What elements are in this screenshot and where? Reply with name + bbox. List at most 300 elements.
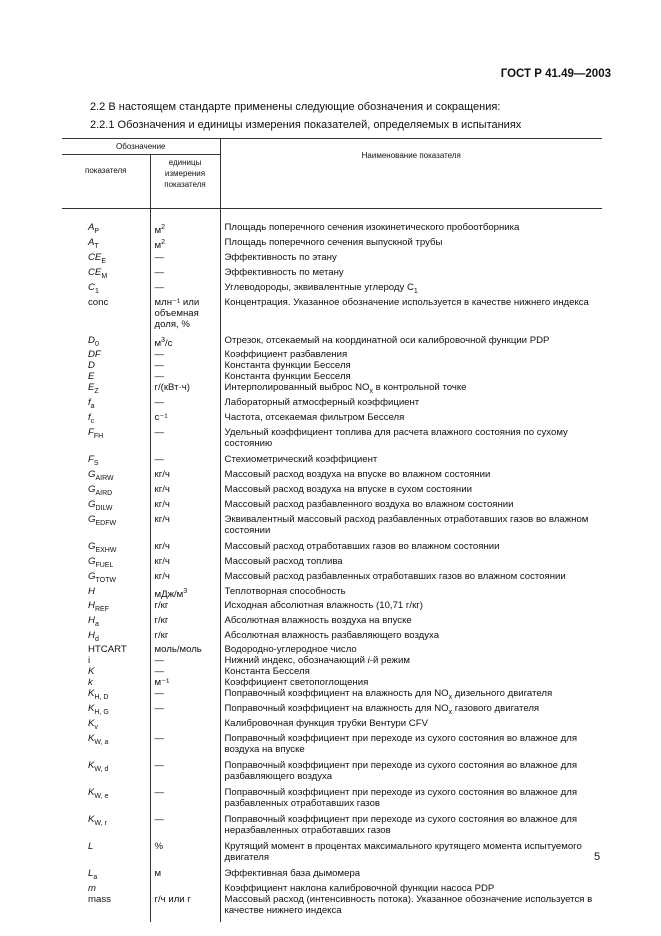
description: Исходная абсолютная влажность (10,71 г/кг) <box>224 599 423 611</box>
symbol-subscript: a <box>94 620 99 628</box>
table-row <box>62 282 602 297</box>
unit: — <box>154 454 165 466</box>
table-row <box>62 894 602 922</box>
table-row <box>62 360 602 371</box>
description-cell <box>220 630 602 645</box>
table-row <box>62 449 602 469</box>
table-row <box>62 237 602 252</box>
unit-suffix: /с <box>165 337 173 349</box>
description: Поправочный коэффициент при переходе из сухого состояния во влажное для разбавляющего воздуха <box>224 760 578 783</box>
symbol-cell <box>62 809 150 836</box>
symbol-cell <box>62 382 150 397</box>
symbol: F <box>88 454 94 466</box>
unit-cell <box>150 330 220 350</box>
description-cell <box>220 836 602 863</box>
unit-cell <box>150 586 220 600</box>
symbol-cell <box>62 267 150 282</box>
unit-cell <box>150 282 220 297</box>
symbol: K <box>88 688 95 700</box>
symbol-cell <box>62 644 150 655</box>
table-row <box>62 330 602 350</box>
unit: моль/моль <box>154 644 202 656</box>
description: Коэффициент наклона калибровочной функции насоса PDP <box>224 883 495 895</box>
description-suffix: в контрольной точке <box>372 382 467 394</box>
description: Массовый расход разбавленных отработавших газов во влажном состоянии <box>224 570 566 582</box>
symbol: conc <box>88 296 109 308</box>
unit: г/ч или г <box>154 894 191 906</box>
description: Константа функции Бесселя <box>224 360 351 372</box>
symbol-subscript: AIRD <box>95 489 113 497</box>
symbol-cell <box>62 360 150 371</box>
symbol-subscript: Z <box>94 388 99 396</box>
unit: — <box>154 688 165 700</box>
table-body <box>62 209 602 923</box>
symbol-cell <box>62 615 150 630</box>
header-symbol: показателя <box>62 155 150 209</box>
description: Эффективность по этану <box>224 251 337 263</box>
symbol-cell <box>62 755 150 782</box>
description-cell <box>220 222 602 237</box>
description: Частота, отсекаемая фильтром Бесселя <box>224 412 405 424</box>
symbol-cell <box>62 836 150 863</box>
symbol-cell <box>62 894 150 922</box>
description-cell <box>220 469 602 484</box>
unit: — <box>154 733 165 745</box>
table-row <box>62 484 602 499</box>
subsection-title: 2.2.1 Обозначения и единицы измерения показателей, определяемых в испытаниях <box>90 119 522 131</box>
unit: — <box>154 349 165 361</box>
unit-cell <box>150 677 220 688</box>
unit: % <box>154 841 164 853</box>
table-row <box>62 755 602 782</box>
unit-superscript: 2 <box>161 238 166 246</box>
description-cell <box>220 615 602 630</box>
symbol-cell <box>62 449 150 469</box>
unit-cell <box>150 655 220 666</box>
unit: — <box>154 655 165 667</box>
symbol: G <box>88 513 96 525</box>
symbol-cell <box>62 630 150 645</box>
symbol-cell <box>62 677 150 688</box>
symbol-subscript: REF <box>94 605 109 613</box>
table-row <box>62 883 602 894</box>
symbol-cell <box>62 237 150 252</box>
description: Углеводороды, эквивалентные углероду C <box>224 281 414 293</box>
unit: кг/ч <box>154 498 170 510</box>
description-subscript: x <box>369 388 373 396</box>
symbol-cell <box>62 883 150 894</box>
description-cell <box>220 883 602 894</box>
symbols-table <box>62 138 602 922</box>
symbol: E <box>88 371 95 383</box>
table-row <box>62 836 602 863</box>
symbol: G <box>88 483 96 495</box>
description-cell <box>220 677 602 688</box>
symbol-subscript: 0 <box>94 340 99 348</box>
unit-cell <box>150 688 220 703</box>
unit-cell <box>150 630 220 645</box>
description: Абсолютная влажность воздуха на впуске <box>224 614 412 626</box>
symbol-subscript: 1 <box>94 287 99 295</box>
symbol-cell <box>62 349 150 360</box>
unit-cell <box>150 449 220 469</box>
symbol-cell <box>62 282 150 297</box>
symbol-cell <box>62 222 150 237</box>
description-cell <box>220 330 602 350</box>
section-intro: 2.2 В настоящем стандарте применены следующие обозначения и сокращения: <box>90 101 501 113</box>
description-cell <box>220 484 602 499</box>
table-row <box>62 571 602 586</box>
table-row <box>62 252 602 267</box>
unit: кг/ч <box>154 555 170 567</box>
unit-cell <box>150 412 220 427</box>
table-row <box>62 600 602 615</box>
description: Массовый расход воздуха на впуске во влажном состоянии <box>224 469 491 481</box>
unit-cell <box>150 469 220 484</box>
symbol-cell <box>62 655 150 666</box>
symbol-subscript: W, r <box>94 820 107 828</box>
symbol-subscript: v <box>94 724 98 732</box>
unit-cell <box>150 556 220 571</box>
table-row <box>62 382 602 397</box>
symbol: K <box>88 718 95 730</box>
description-italic: i <box>367 655 370 667</box>
symbol-cell <box>62 586 150 600</box>
description-cell <box>220 252 602 267</box>
unit-cell <box>150 718 220 733</box>
symbol: G <box>88 555 96 567</box>
symbol-subscript: EDFW <box>95 519 117 527</box>
description-cell <box>220 703 602 718</box>
table-row <box>62 556 602 571</box>
symbol-subscript: a <box>93 874 98 882</box>
unit-cell <box>150 536 220 556</box>
unit: кг/ч <box>154 570 170 582</box>
symbol-cell <box>62 514 150 536</box>
description-cell <box>220 556 602 571</box>
unit: — <box>154 760 165 772</box>
header-name: Наименование показателя <box>220 139 602 209</box>
table-row <box>62 782 602 809</box>
description-cell <box>220 371 602 382</box>
symbol-cell <box>62 397 150 412</box>
unit-cell <box>150 349 220 360</box>
symbol: A <box>88 222 95 233</box>
symbol-subscript: a <box>90 403 95 411</box>
symbol: m <box>88 883 96 895</box>
symbol-cell <box>62 536 150 556</box>
table-row <box>62 863 602 883</box>
unit: млн⁻¹ или объемная доля, % <box>154 296 200 330</box>
symbol-cell <box>62 412 150 427</box>
unit: — <box>154 397 165 409</box>
table-row <box>62 630 602 645</box>
table-row <box>62 677 602 688</box>
page-number: 5 <box>594 851 601 863</box>
unit: м <box>154 868 162 880</box>
description: Поправочный коэффициент при переходе из сухого состояния во влажное для неразбавленных отработавших газов <box>224 814 578 837</box>
description: Интерполированный выброс NO <box>224 382 370 394</box>
description: Коэффициент светопоглощения <box>224 677 369 689</box>
description: Массовый расход отработавших газов во влажном состоянии <box>224 540 500 552</box>
description-cell <box>220 809 602 836</box>
description-cell <box>220 449 602 469</box>
unit-cell <box>150 514 220 536</box>
symbol-subscript: S <box>93 460 99 468</box>
unit: кг/ч <box>154 513 170 525</box>
header-designation: Обозначение <box>62 139 220 155</box>
table-row <box>62 297 602 330</box>
unit-cell <box>150 360 220 371</box>
symbol-subscript: W, a <box>94 739 109 747</box>
table-row <box>62 536 602 556</box>
symbol-subscript: EXHW <box>95 546 117 554</box>
symbol-subscript: d <box>94 635 99 643</box>
symbol-cell <box>62 666 150 677</box>
unit-superscript: 2 <box>161 224 166 231</box>
description-cell <box>220 297 602 330</box>
symbol-subscript: W, e <box>94 793 109 801</box>
description-cell <box>220 644 602 655</box>
description: Стехиометрический коэффициент <box>224 454 378 466</box>
unit: — <box>154 787 165 799</box>
description-subscript: 1 <box>413 287 418 295</box>
description: Константа функции Бесселя <box>224 371 351 383</box>
symbol: G <box>88 498 96 510</box>
symbol-subscript: FH <box>93 433 104 441</box>
description: Поправочный коэффициент при переходе из сухого состояния во влажное для воздуха на впуске <box>224 733 578 756</box>
description: Удельный коэффициент топлива для расчета влажного состояния по сухому состоянию <box>224 427 568 450</box>
unit-cell <box>150 222 220 237</box>
symbol: HTCART <box>88 644 127 656</box>
symbol-cell <box>62 863 150 883</box>
unit-cell <box>150 267 220 282</box>
description: Массовый расход топлива <box>224 555 343 567</box>
symbol-cell <box>62 733 150 755</box>
description: Абсолютная влажность разбавляющего воздуха <box>224 629 440 641</box>
unit-cell <box>150 863 220 883</box>
unit: г/(кВт·ч) <box>154 382 190 394</box>
unit-cell <box>150 836 220 863</box>
table-row <box>62 615 602 630</box>
description-cell <box>220 397 602 412</box>
unit-superscript: 3 <box>161 336 166 344</box>
symbol: L <box>88 841 94 853</box>
symbol-cell <box>62 782 150 809</box>
symbol: K <box>88 760 95 772</box>
symbol-subscript: AIRW <box>95 474 114 482</box>
table-row <box>62 655 602 666</box>
unit: кг/ч <box>154 540 170 552</box>
symbol-subscript: DILW <box>95 504 113 512</box>
symbol-cell <box>62 330 150 350</box>
symbol-subscript: H, D <box>94 694 109 702</box>
unit: — <box>154 371 165 383</box>
unit-cell <box>150 809 220 836</box>
description: Калибровочная функция трубки Вентури CFV <box>224 718 428 730</box>
symbol-subscript: TOTW <box>95 576 116 584</box>
description: Массовый расход (интенсивность потока). Указанное обозначение используется в качестве нижнего индекса <box>224 894 593 917</box>
description-cell <box>220 571 602 586</box>
symbol-cell <box>62 484 150 499</box>
table-row <box>62 469 602 484</box>
description-cell <box>220 782 602 809</box>
unit: — <box>154 360 165 372</box>
description: Коэффициент разбавления <box>224 349 348 361</box>
unit-cell <box>150 615 220 630</box>
symbol: D <box>88 334 95 346</box>
unit: м⁻¹ <box>154 677 170 689</box>
unit: — <box>154 281 165 293</box>
description: Эффективная база дымомера <box>224 868 361 880</box>
symbol-cell <box>62 297 150 330</box>
symbol: A <box>88 236 95 248</box>
unit-cell <box>150 883 220 894</box>
unit-superscript: 3 <box>183 587 188 595</box>
symbol-cell <box>62 252 150 267</box>
description: Массовый расход разбавленного воздуха во влажном состоянии <box>224 498 514 510</box>
symbol-cell <box>62 469 150 484</box>
unit-cell <box>150 397 220 412</box>
header-units: единицы измерения показателя <box>150 155 220 209</box>
description: Нижний индекс, обозначающий <box>224 655 368 667</box>
symbol: C <box>88 281 95 293</box>
description-suffix: -й режим <box>369 655 410 667</box>
description-subscript: x <box>448 694 453 702</box>
table-row <box>62 809 602 836</box>
description-cell <box>220 412 602 427</box>
unit-cell <box>150 644 220 655</box>
symbol-subscript: FUEL <box>95 561 114 569</box>
unit-cell <box>150 600 220 615</box>
unit: г/кг <box>154 614 169 626</box>
description-cell <box>220 267 602 282</box>
symbol-cell <box>62 600 150 615</box>
description-cell <box>220 733 602 755</box>
description: Поправочный коэффициент на влажность для NO <box>224 703 449 715</box>
symbol-cell <box>62 703 150 718</box>
symbol-cell <box>62 499 150 514</box>
description-cell <box>220 755 602 782</box>
symbol: G <box>88 570 96 582</box>
table-row <box>62 349 602 360</box>
unit-cell <box>150 703 220 718</box>
unit: м <box>154 225 162 237</box>
table-row <box>62 733 602 755</box>
unit: — <box>154 251 165 263</box>
description-cell <box>220 349 602 360</box>
description-cell <box>220 360 602 371</box>
symbol-cell <box>62 556 150 571</box>
symbol-subscript: W, d <box>94 766 109 774</box>
unit: — <box>154 814 165 826</box>
unit-cell <box>150 755 220 782</box>
symbol-subscript: c <box>90 418 95 426</box>
symbol-cell <box>62 427 150 449</box>
unit: — <box>154 703 165 715</box>
symbol-subscript: T <box>94 242 99 250</box>
unit-cell <box>150 297 220 330</box>
symbol: E <box>88 382 95 394</box>
table-row <box>62 397 602 412</box>
symbol-cell <box>62 371 150 382</box>
description-cell <box>220 382 602 397</box>
description-cell <box>220 894 602 922</box>
unit-cell <box>150 237 220 252</box>
table-row <box>62 718 602 733</box>
symbol: f <box>88 412 91 424</box>
symbol: k <box>88 677 93 689</box>
symbol: f <box>88 397 91 409</box>
symbol-subscript: M <box>101 272 108 280</box>
table-row <box>62 222 602 237</box>
description: Крутящий момент в процентах максимального крутящего момента испытуемого двигателя <box>224 841 582 864</box>
unit-cell <box>150 382 220 397</box>
table-row <box>62 586 602 600</box>
description-cell <box>220 427 602 449</box>
unit: мДж/м <box>154 588 184 600</box>
symbol: K <box>88 787 95 799</box>
description-cell <box>220 514 602 536</box>
unit-cell <box>150 894 220 922</box>
description: Эффективность по метану <box>224 266 344 278</box>
description-cell <box>220 655 602 666</box>
description: Площадь поперечного сечения изокинетического пробоотборника <box>224 222 520 233</box>
description-cell <box>220 600 602 615</box>
description-cell <box>220 718 602 733</box>
symbol: D <box>88 360 95 372</box>
unit-cell <box>150 484 220 499</box>
description: Теплотворная способность <box>224 585 346 597</box>
unit-cell <box>150 252 220 267</box>
description-suffix: дизельного двигателя <box>452 688 553 700</box>
unit: г/кг <box>154 599 169 611</box>
symbol: H <box>88 629 95 641</box>
symbol: CE <box>88 266 102 278</box>
description: Эквивалентный массовый расход разбавленных отработавших газов во влажном состоянии <box>224 513 589 536</box>
description: Поправочный коэффициент при переходе из сухого состояния во влажное для разбавленных отработавших газов <box>224 787 578 810</box>
description: Концентрация. Указанное обозначение используется в качестве нижнего индекса <box>224 296 589 308</box>
unit: кг/ч <box>154 469 170 481</box>
unit-cell <box>150 733 220 755</box>
unit-cell <box>150 427 220 449</box>
symbol-subscript: H, G <box>94 709 109 717</box>
description-cell <box>220 863 602 883</box>
description-cell <box>220 586 602 600</box>
description: Водородно-углеродное число <box>224 644 357 656</box>
symbol: mass <box>88 894 111 906</box>
symbol-cell <box>62 718 150 733</box>
symbol: K <box>88 703 95 715</box>
symbol: K <box>88 814 95 826</box>
unit-cell <box>150 571 220 586</box>
table-row <box>62 514 602 536</box>
description-cell <box>220 688 602 703</box>
table-row <box>62 267 602 282</box>
description: Поправочный коэффициент на влажность для NO <box>224 688 449 700</box>
symbol: i <box>88 655 91 667</box>
table-row <box>62 703 602 718</box>
symbol: K <box>88 666 95 678</box>
symbol: DF <box>88 349 101 361</box>
table-row <box>62 644 602 655</box>
symbol: H <box>88 585 95 597</box>
unit: кг/ч <box>154 483 170 495</box>
symbol: F <box>88 427 94 439</box>
symbol-cell <box>62 571 150 586</box>
symbol-subscript: P <box>94 227 100 235</box>
symbol: L <box>88 868 94 880</box>
